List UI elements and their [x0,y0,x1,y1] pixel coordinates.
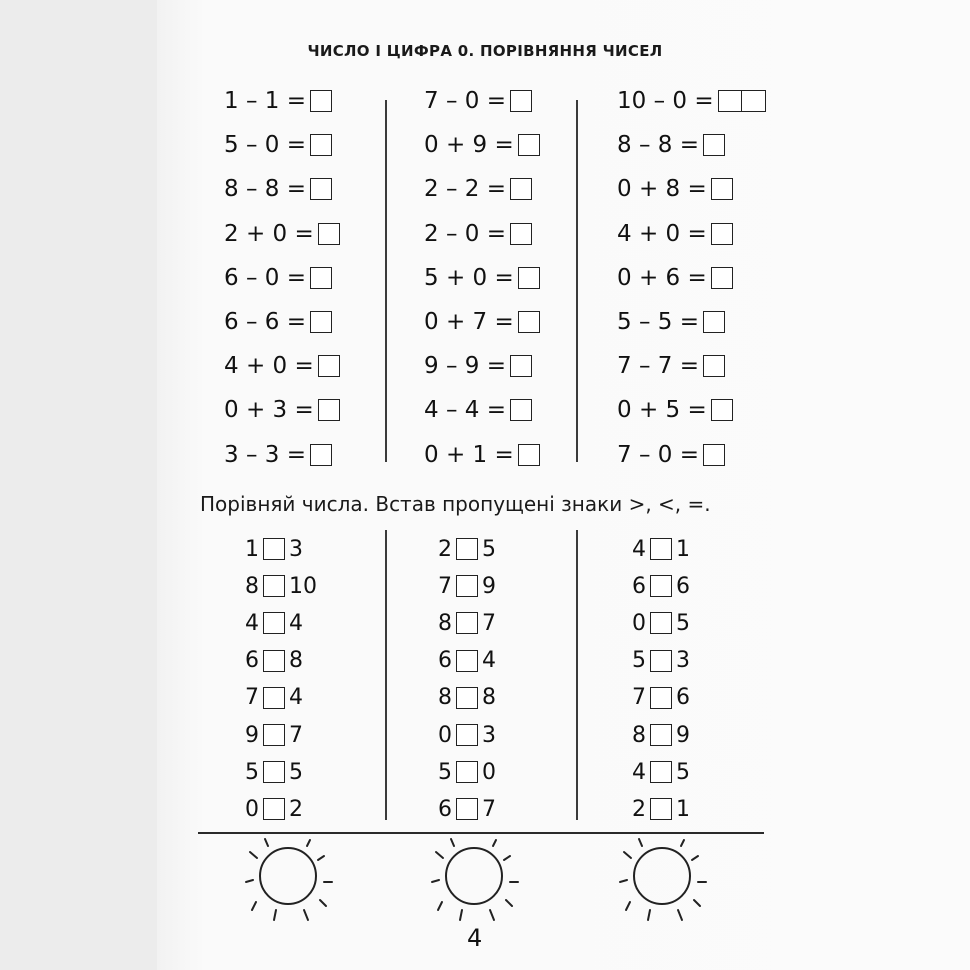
equation-text: 8 – 8 = [224,176,306,203]
answer-box[interactable] [310,178,332,200]
left-number: 1 [245,536,259,562]
equation-row [617,440,725,470]
comparison-row [245,647,303,675]
right-number: 1 [676,796,690,822]
comparison-sign-box[interactable] [263,687,285,709]
column-divider-top-2 [576,100,578,462]
answer-box[interactable] [510,399,532,421]
answer-box[interactable] [711,267,733,289]
bottom-divider [198,832,764,834]
equation-row [617,351,725,381]
column-divider-top-1 [385,100,387,462]
equation-row [424,219,532,249]
answer-box[interactable] [711,178,733,200]
left-number: 6 [438,796,452,822]
right-number: 7 [482,610,496,636]
right-number: 9 [676,722,690,748]
comparison-sign-box[interactable] [650,538,672,560]
answer-box[interactable] [510,223,532,245]
right-number: 4 [289,610,303,636]
comparison-sign-box[interactable] [650,687,672,709]
comparison-row [632,609,690,637]
equation-text: 7 – 0 = [424,88,506,114]
left-number: 5 [632,648,646,674]
equation-row [424,263,540,293]
comparison-row [245,795,303,823]
comparison-sign-box[interactable] [650,575,672,597]
right-number: 2 [289,796,303,822]
comparison-sign-box[interactable] [456,575,478,597]
right-number: 3 [289,536,303,562]
equation-row [224,307,332,337]
comparison-row [245,758,303,786]
right-number: 5 [676,759,690,785]
equation-row [424,86,532,116]
equation-text: 0 + 8 = [617,176,707,203]
answer-box[interactable] [711,223,733,245]
comparison-sign-box[interactable] [263,761,285,783]
left-number: 8 [438,610,452,636]
sun-icon [414,838,534,928]
comparison-row [245,721,303,749]
equation-text: 0 + 3 = [224,397,314,424]
equation-row [224,395,340,425]
answer-box[interactable] [510,90,532,112]
comparison-sign-box[interactable] [456,724,478,746]
right-number: 4 [482,648,496,674]
equation-row [424,174,532,204]
equation-row [424,395,532,425]
comparison-row [438,758,496,786]
comparison-sign-box[interactable] [650,798,672,820]
equation-row [224,174,332,204]
right-number: 8 [482,685,496,711]
left-number: 7 [245,685,259,711]
answer-box[interactable] [510,178,532,200]
comparison-sign-box[interactable] [263,575,285,597]
answer-box[interactable] [703,355,725,377]
comparison-row [632,758,690,786]
right-number: 9 [482,573,496,599]
equation-text: 0 + 1 = [424,441,514,468]
comparison-row [632,535,690,563]
right-number: 6 [676,573,690,599]
answer-box[interactable] [318,355,340,377]
equation-text: 2 – 2 = [424,176,506,203]
comparison-row [632,795,690,823]
right-number: 4 [289,685,303,711]
comparison-sign-box[interactable] [456,687,478,709]
comparison-row [245,572,317,600]
sun-icon [602,838,722,928]
comparison-row [632,684,690,712]
answer-box[interactable] [310,311,332,333]
answer-box[interactable] [718,90,766,112]
column-divider-bottom-2 [576,530,578,820]
page-title: ЧИСЛО І ЦИФРА 0. ПОРІВНЯННЯ ЧИСЕЛ [307,42,663,60]
right-number: 7 [289,722,303,748]
comparison-row [245,684,303,712]
equation-row [224,219,340,249]
sun-icon [228,838,348,928]
comparison-row [438,572,496,600]
equation-text: 5 – 0 = [224,132,306,159]
equation-text: 6 – 6 = [224,309,306,335]
left-number: 7 [632,685,646,711]
comparison-sign-box[interactable] [263,798,285,820]
right-number: 8 [289,648,303,674]
comparison-instruction: Порівняй числа. Встав пропущені знаки >, <, =. [200,492,711,516]
equation-row [224,351,340,381]
left-number: 0 [632,610,646,636]
equation-row [224,130,332,160]
left-number: 8 [632,722,646,748]
comparison-row [632,721,690,749]
answer-box[interactable] [310,90,332,112]
right-number: 6 [676,685,690,711]
comparison-row [438,647,496,675]
comparison-row [245,609,303,637]
right-number: 5 [676,610,690,636]
comparison-sign-box[interactable] [263,612,285,634]
left-number: 6 [245,648,259,674]
answer-box[interactable] [703,134,725,156]
left-number: 6 [632,573,646,599]
comparison-sign-box[interactable] [650,650,672,672]
equation-text: 10 – 0 = [617,88,714,114]
left-number: 6 [438,648,452,674]
left-number: 9 [245,722,259,748]
comparison-sign-box[interactable] [263,724,285,746]
right-number: 1 [676,536,690,562]
equation-row [617,130,725,160]
left-number: 5 [438,759,452,785]
comparison-sign-box[interactable] [456,761,478,783]
left-number: 7 [438,573,452,599]
right-number: 3 [676,648,690,674]
equation-row [424,351,532,381]
comparison-row [438,609,496,637]
left-number: 5 [245,759,259,785]
comparison-sign-box[interactable] [263,650,285,672]
right-number: 0 [482,759,496,785]
equation-text: 4 + 0 = [224,353,314,380]
equation-row [617,263,733,293]
answer-box[interactable] [310,444,332,466]
column-divider-bottom-1 [385,530,387,820]
equation-text: 0 + 7 = [424,309,514,335]
equation-row [224,440,332,470]
right-number: 5 [482,536,496,562]
equation-text: 6 – 0 = [224,264,306,291]
answer-box[interactable] [518,311,540,333]
answer-box[interactable] [518,134,540,156]
equation-text: 7 – 0 = [617,441,699,468]
equation-row [617,307,725,337]
answer-box[interactable] [310,134,332,156]
answer-box[interactable] [518,444,540,466]
right-number: 5 [289,759,303,785]
answer-box[interactable] [703,444,725,466]
comparison-row [438,795,496,823]
left-number: 2 [632,796,646,822]
equation-text: 1 – 1 = [224,88,306,114]
equation-row [424,130,540,160]
comparison-row [438,684,496,712]
comparison-sign-box[interactable] [456,538,478,560]
left-number: 8 [245,573,259,599]
comparison-sign-box[interactable] [456,612,478,634]
answer-box[interactable] [310,267,332,289]
answer-box[interactable] [318,223,340,245]
comparison-row [438,535,496,563]
equation-text: 2 + 0 = [224,220,314,247]
comparison-sign-box[interactable] [650,761,672,783]
comparison-row [632,572,690,600]
comparison-row [632,647,690,675]
equation-text: 0 + 5 = [617,397,707,424]
right-number: 7 [482,796,496,822]
left-number: 2 [438,536,452,562]
left-number: 4 [632,536,646,562]
comparison-sign-box[interactable] [263,538,285,560]
equation-row [224,86,332,116]
left-number: 8 [438,685,452,711]
equation-text: 5 – 5 = [617,309,699,335]
equation-text: 0 + 6 = [617,264,707,291]
comparison-sign-box[interactable] [650,724,672,746]
equation-text: 7 – 7 = [617,353,699,380]
comparison-sign-box[interactable] [456,798,478,820]
right-number: 10 [289,573,317,599]
equation-text: 5 + 0 = [424,264,514,291]
equation-text: 3 – 3 = [224,441,306,468]
left-number: 0 [245,796,259,822]
answer-box[interactable] [703,311,725,333]
equation-row [617,219,733,249]
equation-text: 9 – 9 = [424,353,506,380]
comparison-row [245,535,303,563]
equation-row [617,86,766,116]
equation-text: 4 – 4 = [424,397,506,424]
equation-row [617,174,733,204]
left-number: 4 [632,759,646,785]
equation-row [424,307,540,337]
equation-row [617,395,733,425]
answer-box[interactable] [711,399,733,421]
answer-box[interactable] [518,267,540,289]
equation-text: 4 + 0 = [617,220,707,247]
equation-text: 2 – 0 = [424,220,506,247]
equation-row [224,263,332,293]
answer-box[interactable] [318,399,340,421]
answer-box[interactable] [510,355,532,377]
equation-text: 0 + 9 = [424,132,514,159]
equation-row [424,440,540,470]
left-number: 0 [438,722,452,748]
right-number: 3 [482,722,496,748]
left-number: 4 [245,610,259,636]
comparison-row [438,721,496,749]
page-number: 4 [467,924,483,952]
comparison-sign-box[interactable] [456,650,478,672]
equation-text: 8 – 8 = [617,132,699,159]
comparison-sign-box[interactable] [650,612,672,634]
